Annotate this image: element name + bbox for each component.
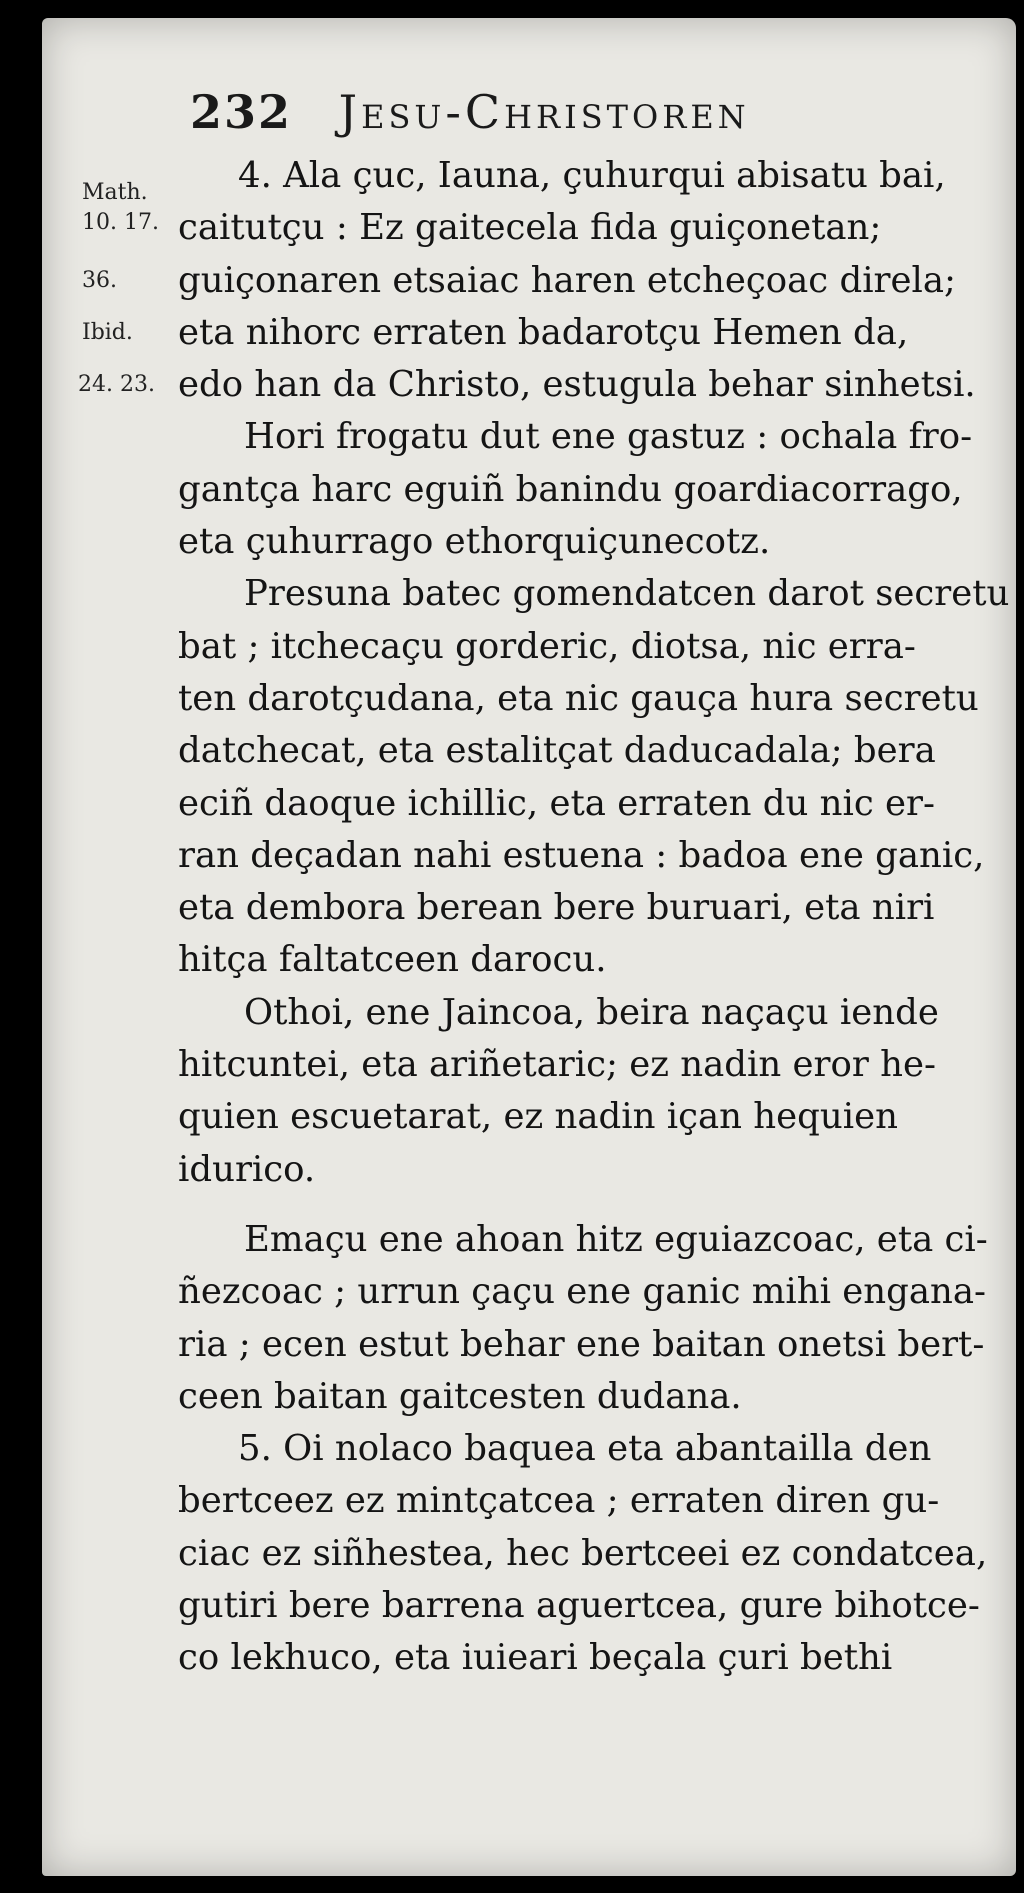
margin-note: 10. 17. (82, 210, 159, 235)
margin-note: Math. (82, 180, 148, 205)
text-line: ñezcoac ; urrun çaçu ene ganic mihi engana- (178, 1271, 987, 1313)
text-line: eta nihorc erraten badarotçu Hemen da, (178, 311, 909, 353)
text-line: hitça faltatceen darocu. (178, 939, 607, 981)
margin-note: 24. 23. (78, 372, 155, 397)
text-line: edo han da Christo, estugula behar sinhetsi. (178, 364, 976, 406)
text-line: ciac ez siñhestea, hec bertceei ez condatcea, (178, 1532, 988, 1574)
text-line: ran deçadan nahi estuena : badoa ene ganic, (178, 834, 985, 876)
text-line: 4. Ala çuc, Iauna, çuhurqui abisatu bai, (238, 155, 946, 196)
page-number: 232 (190, 85, 293, 139)
text-line: eta dembora berean bere buruari, eta niri (178, 887, 935, 929)
page-header (190, 85, 750, 139)
text-line: guiçonaren etsaiac haren etcheçoac direla; (178, 259, 957, 301)
text-line: quien escuetarat, ez nadin içan hequien (178, 1096, 898, 1138)
text-line: Emaçu ene ahoan hitz eguiazcoac, eta ci- (244, 1218, 988, 1260)
text-line: ten darotçudana, eta nic gauça hura secretu (178, 677, 979, 719)
text-line: eta çuhurrago ethorquiçunecotz. (178, 521, 771, 563)
text-line: idurico. (178, 1148, 316, 1190)
text-line: hitcuntei, eta ariñetaric; ez nadin eror he- (178, 1044, 936, 1086)
text-line: co lekhuco, eta iuieari beçala çuri bethi (178, 1637, 893, 1679)
text-line: ceen baitan gaitcesten dudana. (178, 1375, 742, 1417)
text-line: bat ; itchecaçu gorderic, diotsa, nic erra- (178, 625, 916, 667)
margin-note: Ibid. (82, 320, 133, 345)
text-line: datchecat, eta estalitçat daducadala; bera (178, 730, 936, 772)
text-line: gutiri bere barrena aguertcea, gure bihotce- (178, 1585, 980, 1627)
text-line: Othoi, ene Jaincoa, beira naçaçu iende (244, 991, 939, 1033)
text-line: bertceez ez mintçatcea ; erraten diren gu- (178, 1480, 940, 1522)
text-line: Hori frogatu dut ene gastuz : ochala fro- (244, 416, 973, 458)
text-line: Presuna batec gomendatcen darot secretu (244, 573, 1010, 615)
text-line: gantça harc eguiñ banindu goardiacorrago, (178, 468, 963, 510)
body-text (178, 150, 1010, 1685)
text-line: eciñ daoque ichillic, eta erraten du nic er- (178, 782, 935, 824)
running-title: Jesu-Christoren (338, 85, 750, 139)
text-line: 5. Oi nolaco baquea eta abantailla den (238, 1428, 932, 1470)
margin-note: 36. (82, 268, 117, 293)
text-line: caitutçu : Ez gaitecela fida guiçonetan; (178, 207, 882, 249)
text-line: ria ; ecen estut behar ene baitan onetsi bert- (178, 1323, 985, 1365)
